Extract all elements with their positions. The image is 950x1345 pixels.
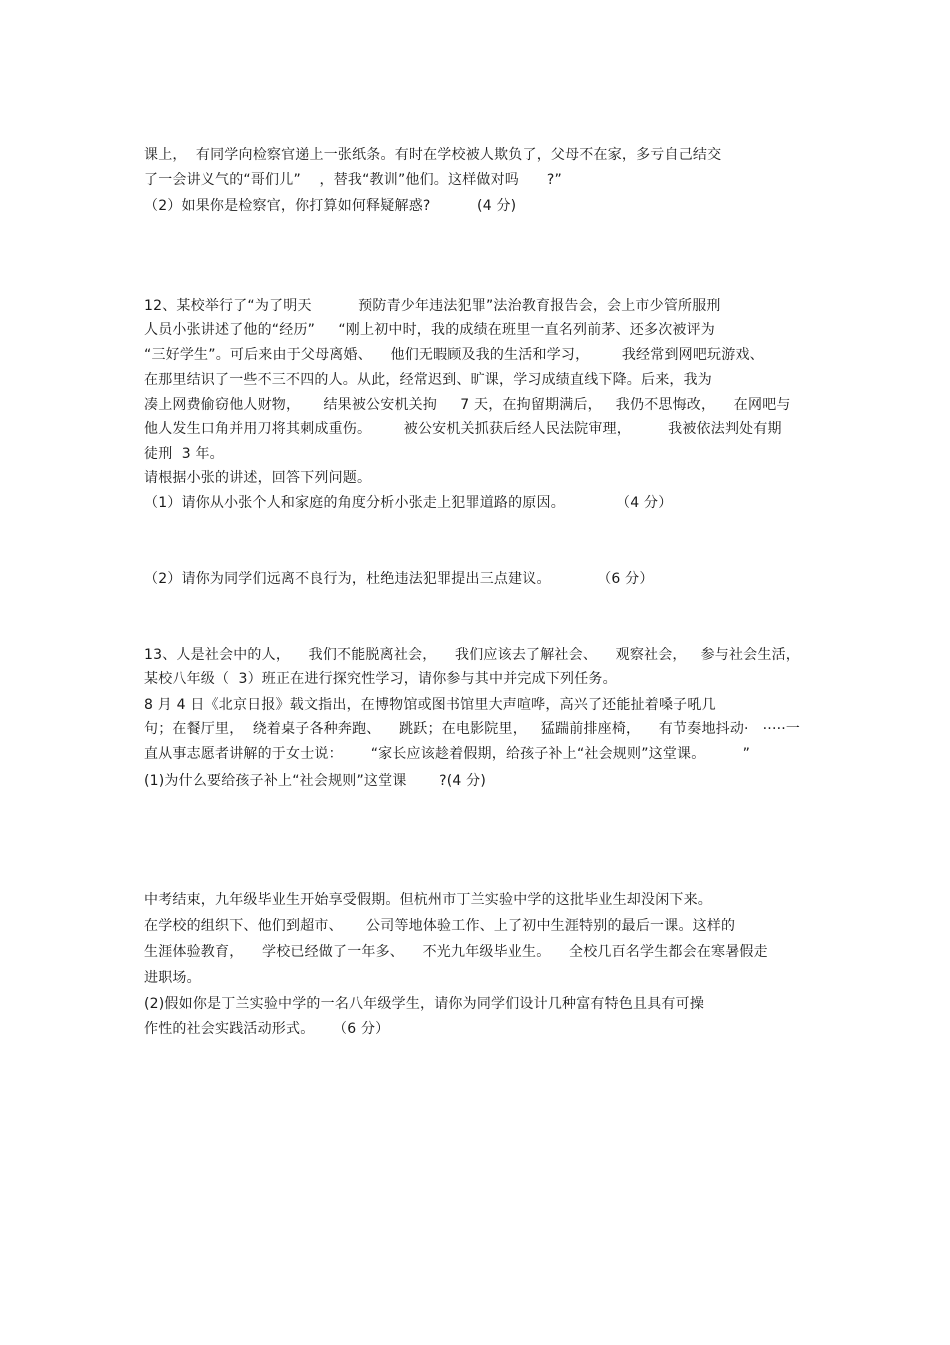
q12-line-7: 徒刑 3 年。 bbox=[144, 446, 224, 462]
q13-part-2-cont: 作性的社会实践活动形式。 （6 分） bbox=[144, 1021, 390, 1037]
q12-line-2: 人员小张讲述了他的“经历” “刚上初中时，我的成绩在班里一直名列前茅、还多次被评为 bbox=[144, 322, 716, 338]
q12-line-5: 凑上网费偷窃他人财物， 结果被公安机关拘 7 天，在拘留期满后， 我仍不思悔改， 在网吧与 bbox=[144, 397, 791, 413]
q12-line-1: 12、某校举行了“为了明天 预防青少年违法犯罪”法治教育报告会，会上市少管所服刑 bbox=[144, 298, 721, 314]
q12-part-1: （1）请你从小张个人和家庭的角度分析小张走上犯罪道路的原因。 （4 分） bbox=[144, 495, 673, 511]
q13-part-2: (2)假如你是丁兰实验中学的一名八年级学生，请你为同学们设计几种富有特色且具有可操 bbox=[144, 996, 705, 1012]
continuation-line-2: 了一会讲义气的“哥们儿” ，替我“教训”他们。这样做对吗 ?” bbox=[144, 172, 562, 188]
q13-line-2: 某校八年级（ 3）班正在进行探究性学习，请你参与其中并完成下列任务。 bbox=[144, 671, 617, 687]
q13-material-2-line-4: 进职场。 bbox=[144, 970, 201, 986]
q12-line-3: “三好学生”。可后来由于父母离婚、 他们无暇顾及我的生活和学习， 我经常到网吧玩游戏、 bbox=[144, 347, 764, 363]
q12-line-4: 在那里结识了一些不三不四的人。从此，经常迟到、旷课，学习成绩直线下降。后来，我为 bbox=[144, 372, 712, 388]
q13-material-2-line-1: 中考结束，九年级毕业生开始享受假期。但杭州市丁兰实验中学的这批毕业生却没闲下来。 bbox=[144, 892, 712, 908]
continuation-question-2: （2）如果你是检察官，你打算如何释疑解惑? (4 分) bbox=[144, 198, 517, 214]
q13-line-1: 13、人是社会中的人， 我们不能脱离社会， 我们应该去了解社会、 观察社会， 参与社会生活， bbox=[144, 647, 800, 663]
q13-material-2-line-2: 在学校的组织下、他们到超市、 公司等地体验工作、上了初中生涯特别的最后一课。这样的 bbox=[144, 918, 736, 934]
q13-material-1-line-2: 句；在餐厅里， 绕着桌子各种奔跑、 跳跃；在电影院里， 猛踹前排座椅， 有节奏地抖动· ·····一 bbox=[144, 721, 801, 737]
continuation-line-1: 课上， 有同学向检察官递上一张纸条。有时在学校被人欺负了，父母不在家，多亏自己结交 bbox=[144, 147, 722, 163]
q13-material-1-line-3: 直从事志愿者讲解的于女士说： “家长应该趁着假期，给孩子补上“社会规则”这堂课。 ” bbox=[144, 746, 751, 762]
q12-line-6: 他人发生口角并用刀将其刺成重伤。 被公安机关抓获后经人民法院审理， 我被依法判处有期 bbox=[144, 421, 782, 437]
q12-part-2: （2）请你为同学们远离不良行为，杜绝违法犯罪提出三点建议。 （6 分） bbox=[144, 571, 654, 587]
q13-part-1: (1)为什么要给孩子补上“社会规则”这堂课 ?(4 分) bbox=[144, 773, 486, 789]
q13-material-1-line-1: 8 月 4 日《北京日报》载文指出，在博物馆或图书馆里大声喧哗，高兴了还能扯着嗓子吼几 bbox=[144, 697, 716, 713]
q12-instruction: 请根据小张的讲述，回答下列问题。 bbox=[144, 470, 372, 486]
q13-material-2-line-3: 生涯体验教育， 学校已经做了一年多、 不光九年级毕业生。 全校几百名学生都会在寒暑假走 bbox=[144, 944, 768, 960]
